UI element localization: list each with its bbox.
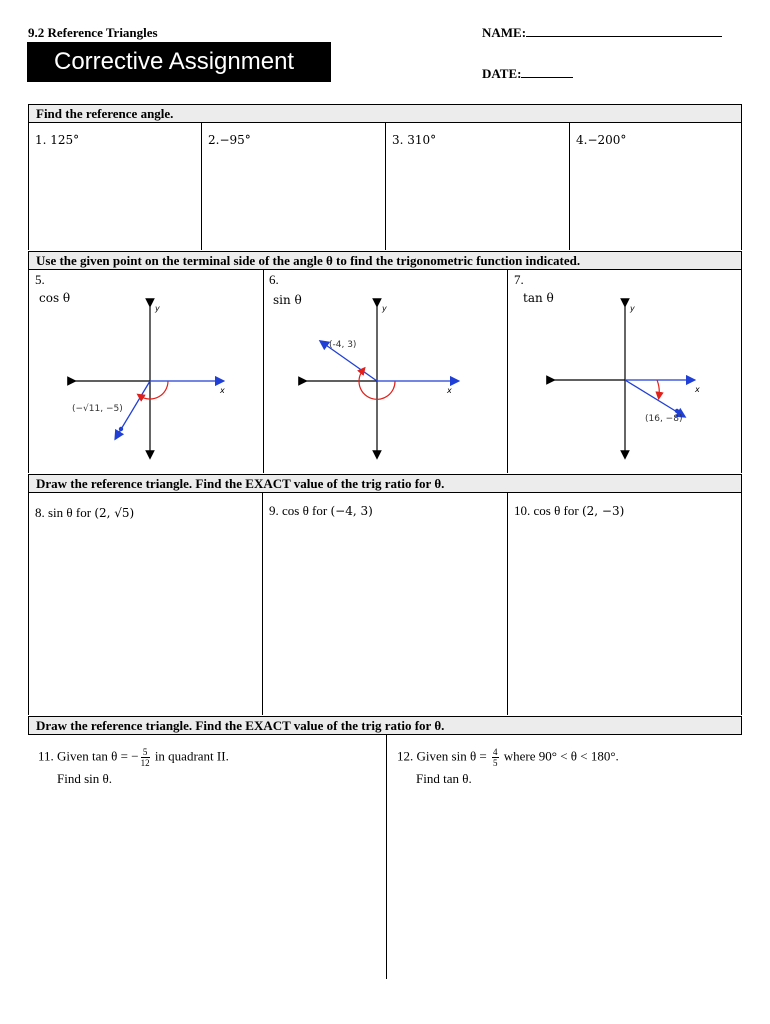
fraction: $\frac{4}{5}$ xyxy=(493,747,498,768)
point xyxy=(119,427,123,431)
name-blank[interactable] xyxy=(526,25,722,37)
problem-10-point: (2, −3) xyxy=(581,504,625,518)
divider xyxy=(385,123,386,250)
problem-9 xyxy=(269,503,373,519)
point xyxy=(675,409,679,413)
plot-5 xyxy=(60,295,240,465)
point-label: (−√11, −5) xyxy=(72,404,123,414)
date-blank[interactable] xyxy=(521,66,573,78)
problem-2: 2.−95° xyxy=(208,133,251,147)
section3-header: Draw the reference triangle. Find the EXACT value of the trig ratio for θ. xyxy=(28,474,742,493)
x-axis-label: x xyxy=(220,386,225,395)
angle-arc xyxy=(657,380,659,396)
x-axis-label: x xyxy=(447,386,452,395)
point-label: (-4, 3) xyxy=(329,340,357,350)
y-axis-label: y xyxy=(382,304,387,313)
problem-8-text: 8. sin θ for xyxy=(35,505,92,520)
section2-header: Use the given point on the terminal side of the angle θ to find the trigonometric function indicated. xyxy=(28,251,742,270)
problem-8 xyxy=(35,505,134,521)
problem-1: 1. 125° xyxy=(35,133,80,147)
problem-10 xyxy=(514,503,624,519)
plot-7 xyxy=(545,295,725,465)
divider xyxy=(262,493,263,715)
problem-12-text: 12. Given sin θ = xyxy=(397,748,490,764)
y-axis-label: y xyxy=(155,304,160,313)
name-label: NAME: xyxy=(482,25,527,40)
problem-6-function: sin θ xyxy=(273,293,302,307)
fraction: $\frac{5}{12}$ xyxy=(140,747,150,768)
divider xyxy=(263,270,264,473)
problem-4: 4.−200° xyxy=(576,133,627,147)
date-field[interactable] xyxy=(482,66,573,82)
problem-3: 3. 310° xyxy=(392,133,437,147)
problem-9-text: 9. cos θ for xyxy=(269,503,328,518)
y-axis-label: y xyxy=(630,304,635,313)
problem-12: 12. Given sin θ = $\frac{4}{5}$ where 90° < θ < 180°. xyxy=(397,747,619,768)
section3-box xyxy=(28,493,742,715)
section-title: 9.2 Reference Triangles xyxy=(28,25,158,40)
problem-11-text: 11. Given tan θ = − xyxy=(38,748,139,764)
point-label: (16, −8) xyxy=(645,414,683,424)
problem-11: 11. Given tan θ = − $\frac{5}{12}$ in quadrant II. xyxy=(38,747,229,768)
divider xyxy=(386,735,387,979)
plot-6 xyxy=(295,295,475,465)
terminal-side xyxy=(625,380,682,415)
x-axis-label: x xyxy=(695,385,700,394)
divider xyxy=(201,123,202,250)
problem-9-point: (−4, 3) xyxy=(330,504,373,518)
problem-5-number: 5. xyxy=(35,272,45,287)
assignment-title-badge: Corrective Assignment xyxy=(27,42,331,82)
problem-12-find: Find tan θ. xyxy=(416,771,472,786)
problem-11-find: Find sin θ. xyxy=(57,771,112,786)
section1-header: Find the reference angle. xyxy=(28,104,742,123)
problem-8-point: (2, √5) xyxy=(94,506,135,520)
divider xyxy=(569,123,570,250)
problem-10-text: 10. cos θ for xyxy=(514,503,579,518)
name-field[interactable] xyxy=(482,25,722,41)
divider xyxy=(507,493,508,715)
problem-7-number: 7. xyxy=(514,272,524,287)
divider xyxy=(507,270,508,473)
section4-header: Draw the reference triangle. Find the EXACT value of the trig ratio for θ. xyxy=(28,716,742,735)
problem-6-number: 6. xyxy=(269,272,279,287)
problem-5-function: cos θ xyxy=(39,291,71,305)
date-label: DATE: xyxy=(482,66,522,81)
problem-7-function: tan θ xyxy=(523,291,554,305)
